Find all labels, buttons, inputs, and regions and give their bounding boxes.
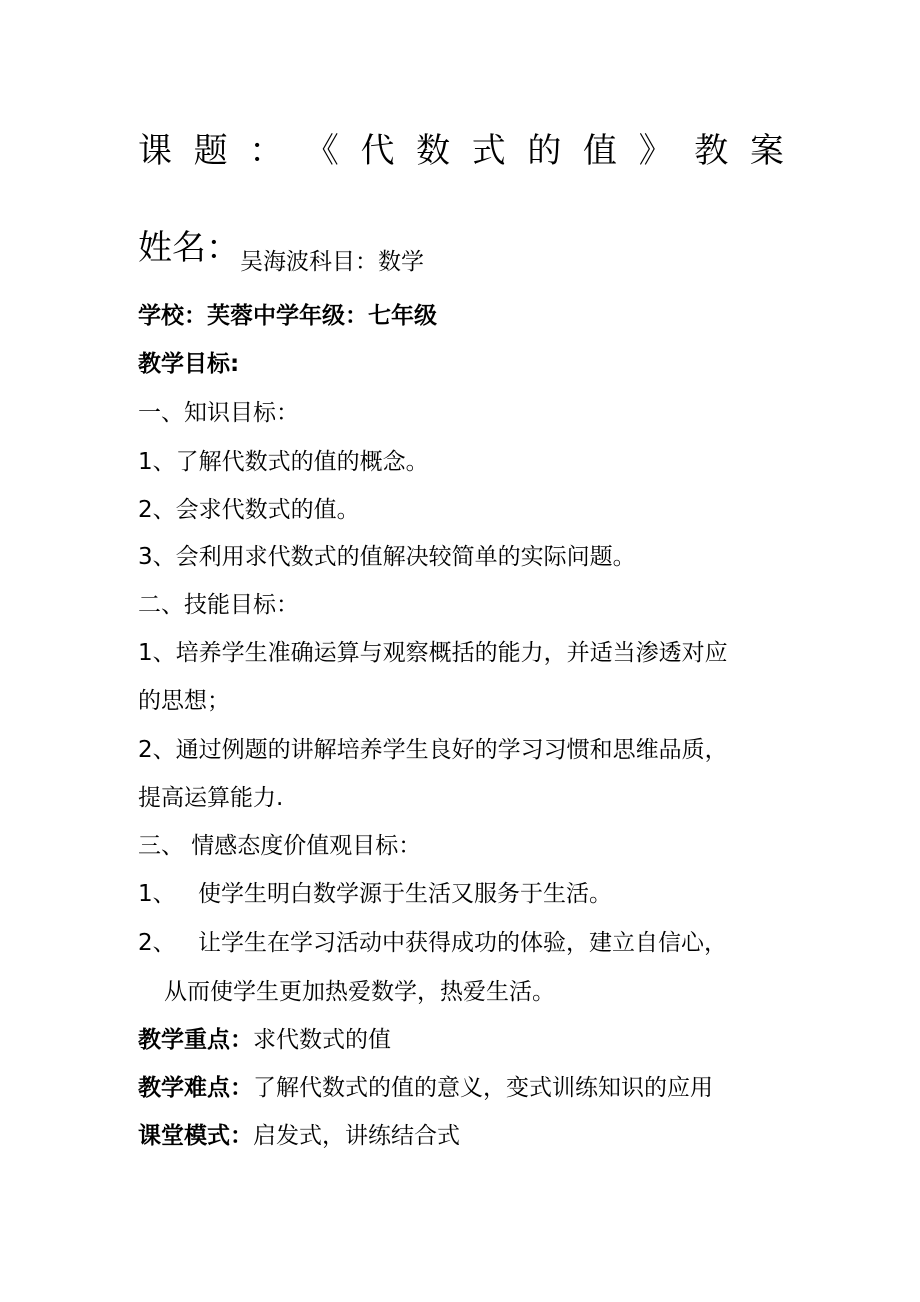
name-label: 姓名： [138, 228, 240, 268]
emotion-item [138, 927, 727, 959]
school-grade-line: 学校：芙蓉中学年级：七年级 [138, 303, 437, 329]
skill-item: 1、培养学生准确运算与观察概括的能力，并适当渗透对应 [138, 640, 728, 666]
emotion-item [138, 878, 612, 910]
difficulty-value: 了解代数式的值的意义，变式训练知识的应用 [253, 1075, 713, 1101]
difficulty-line [138, 1072, 713, 1104]
key-point-line [138, 1024, 391, 1056]
knowledge-item: 3、会利用求代数式的值解决较简单的实际问题。 [138, 544, 636, 570]
title-char: 代 [360, 131, 395, 171]
name-subject-value: 吴海波科目：数学 [240, 249, 424, 275]
title-char: 》 [638, 131, 673, 171]
document-title [138, 128, 784, 174]
title-char: 值 [583, 131, 617, 171]
emotion-item-text: 使学生明白数学源于生活又服务于生活。 [198, 881, 612, 907]
objectives-heading: 教学目标: [138, 351, 240, 377]
key-point-label: 教学重点： [138, 1027, 253, 1053]
skill-heading: 二、技能目标： [138, 592, 299, 618]
key-point-value: 求代数式的值 [253, 1027, 391, 1053]
emotion-item-continuation: 从而使学生更加热爱数学，热爱生活。 [164, 979, 555, 1005]
title-char: 式 [471, 131, 506, 171]
emotion-heading: 三、 情感态度价值观目标： [138, 833, 422, 859]
emotion-item-number: 1、 [138, 881, 176, 907]
knowledge-heading: 一、知识目标： [138, 400, 299, 426]
title-char: ： [249, 131, 284, 171]
difficulty-label: 教学难点： [138, 1075, 253, 1101]
emotion-item-number: 2、 [138, 930, 176, 956]
title-char: 题 [193, 131, 228, 171]
class-mode-label: 课堂模式： [138, 1123, 253, 1149]
skill-item-continuation: 提高运算能力. [138, 785, 284, 811]
title-char: 教 [694, 131, 729, 171]
title-char: 课 [138, 131, 172, 171]
class-mode-value: 启发式，讲练结合式 [253, 1123, 460, 1149]
title-char: 数 [416, 131, 451, 171]
title-char: 的 [527, 131, 562, 171]
title-char: 《 [304, 131, 339, 171]
title-char: 案 [749, 131, 784, 171]
knowledge-item: 1、了解代数式的值的概念。 [138, 449, 429, 475]
skill-item-continuation: 的思想； [138, 688, 230, 714]
skill-item: 2、通过例题的讲解培养学生良好的学习习惯和思维品质， [138, 737, 728, 763]
emotion-item-text: 让学生在学习活动中获得成功的体验，建立自信心， [198, 930, 727, 956]
knowledge-item: 2、会求代数式的值。 [138, 497, 360, 523]
author-line [138, 226, 424, 274]
class-mode-line [138, 1120, 460, 1152]
